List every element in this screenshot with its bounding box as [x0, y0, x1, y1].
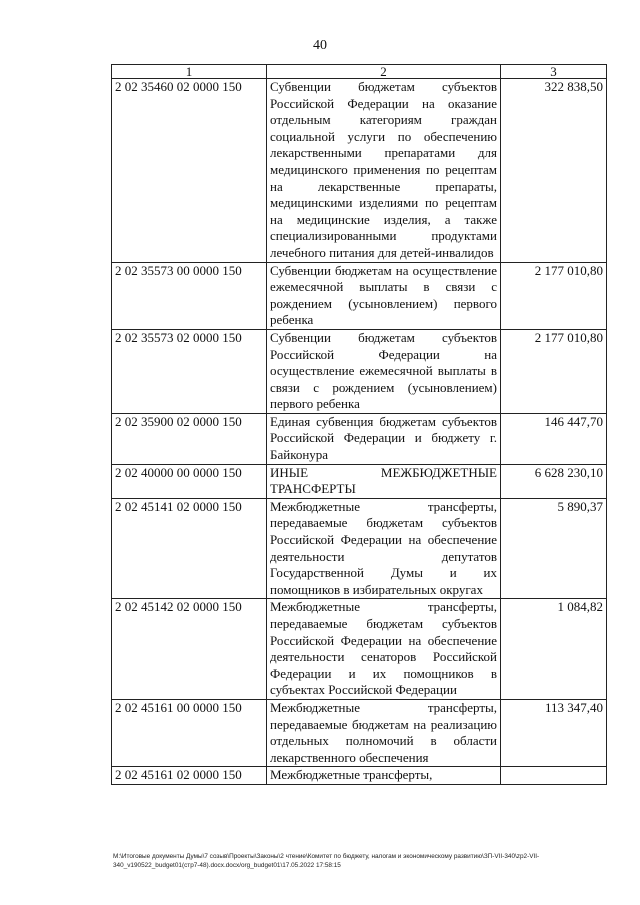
row-amount: 2 177 010,80: [501, 329, 607, 413]
table-row: [112, 699, 607, 766]
row-amount: 2 177 010,80: [501, 262, 607, 329]
column-header-name: 2: [267, 65, 501, 79]
row-name: Субвенции бюджетам субъектов Российской Федерации на осуществление ежемесячной выплаты в связи с рождением (усыновлением) первого ребенка: [267, 329, 501, 413]
row-amount: [501, 767, 607, 785]
table-row: [112, 767, 607, 785]
row-amount: 146 447,70: [501, 413, 607, 464]
table-header-row: [112, 65, 607, 79]
table-row: [112, 329, 607, 413]
row-code: 2 02 35460 02 0000 150: [112, 79, 267, 263]
row-code: 2 02 35573 02 0000 150: [112, 329, 267, 413]
row-name: Межбюджетные трансферты, передаваемые бюджетам субъектов Российской Федерации на обеспечение деятельности депутатов Государственной Думы и их помощников в избирательных округах: [267, 498, 501, 599]
column-header-amount: 3: [501, 65, 607, 79]
table-row: [112, 599, 607, 700]
row-code: 2 02 45142 02 0000 150: [112, 599, 267, 700]
row-name: Субвенции бюджетам на осуществление ежемесячной выплаты в связи с рождением (усыновлением) первого ребенка: [267, 262, 501, 329]
row-name: Межбюджетные трансферты,: [267, 767, 501, 785]
row-amount: 113 347,40: [501, 699, 607, 766]
budget-table: [111, 64, 607, 785]
row-code: 2 02 45161 00 0000 150: [112, 699, 267, 766]
row-name: Единая субвенция бюджетам субъектов Российской Федерации и бюджету г. Байконура: [267, 413, 501, 464]
row-name: Межбюджетные трансферты, передаваемые бюджетам субъектов Российской Федерации на обеспечение деятельности сенаторов Российской Федерации и их помощников в субъектах Российской Федерации: [267, 599, 501, 700]
table-row: [112, 464, 607, 498]
row-code: 2 02 35573 00 0000 150: [112, 262, 267, 329]
row-name: Субвенции бюджетам субъектов Российской Федерации на оказание отдельным категориям граждан социальной услуги по обеспечению лекарственными препаратами для медицинского применения по рецептам на лекарственные препараты, медицинскими изделиями по рецептам на медицинские изделия, а также специализированными продуктами лечебного питания для детей-инвалидов: [267, 79, 501, 263]
row-amount: 5 890,37: [501, 498, 607, 599]
row-amount: 322 838,50: [501, 79, 607, 263]
document-path-footer: M:\Итоговые документы Думы\7 созыв\Проекты\Законы\2 чтение\Комитет по бюджету, налогам и экономическому развитию\ЗП-VII-340\zp2-VII-340_v190522_budget01(стр7-48).docx.docx/org_budget01\17.05.2022 17:58:15: [113, 853, 540, 869]
table-row: [112, 413, 607, 464]
row-amount: 6 628 230,10: [501, 464, 607, 498]
table-row: [112, 262, 607, 329]
row-code: 2 02 45161 02 0000 150: [112, 767, 267, 785]
column-header-code: 1: [112, 65, 267, 79]
row-code: 2 02 45141 02 0000 150: [112, 498, 267, 599]
table-row: [112, 79, 607, 263]
page-number: 40: [313, 38, 327, 53]
row-code: 2 02 40000 00 0000 150: [112, 464, 267, 498]
row-name: Межбюджетные трансферты, передаваемые бюджетам на реализацию отдельных полномочий в области лекарственного обеспечения: [267, 699, 501, 766]
row-name: ИНЫЕ МЕЖБЮДЖЕТНЫЕ ТРАНСФЕРТЫ: [267, 464, 501, 498]
row-amount: 1 084,82: [501, 599, 607, 700]
table-row: [112, 498, 607, 599]
row-code: 2 02 35900 02 0000 150: [112, 413, 267, 464]
